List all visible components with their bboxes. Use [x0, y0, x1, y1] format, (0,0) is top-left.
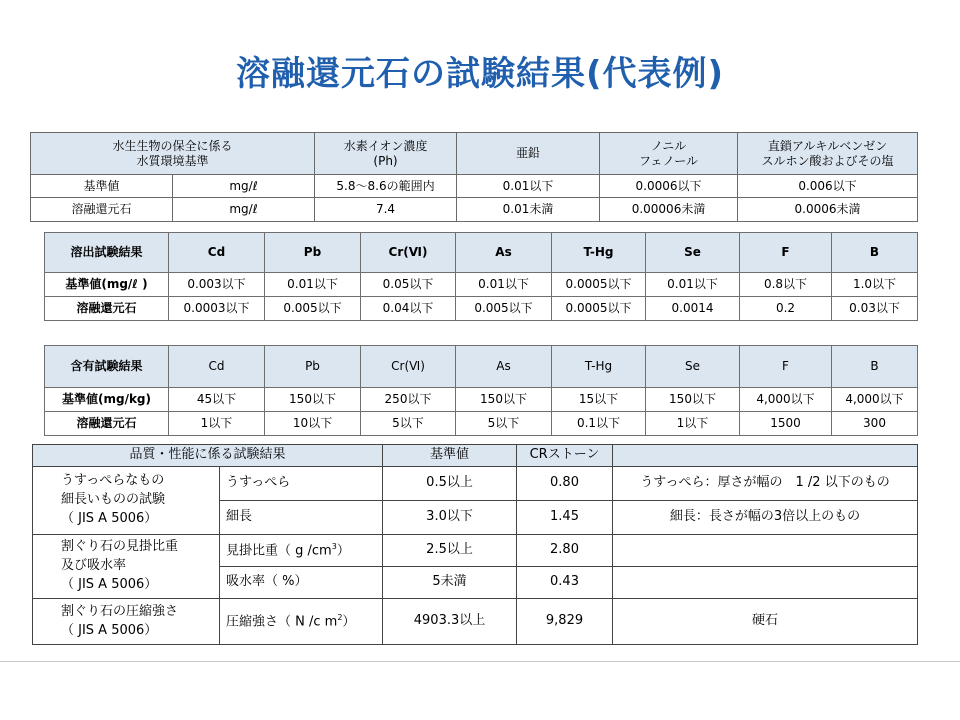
table-cell: 15以下 [552, 388, 646, 412]
row-label: 溶融還元石 [45, 412, 169, 436]
header-cell: B [832, 346, 918, 388]
table-cell: 0.8以下 [740, 273, 832, 297]
table-cell: 4,000以下 [740, 388, 832, 412]
table-cell: 0.1以下 [552, 412, 646, 436]
header-cell: F [740, 233, 832, 273]
table-cell: 150以下 [265, 388, 361, 412]
table-cell: 0.0003以下 [169, 297, 265, 321]
table-cell: 0.04以下 [361, 297, 456, 321]
table-cell: 1以下 [646, 412, 740, 436]
cr-value: 2.80 [517, 535, 613, 567]
note: 硬石 [613, 599, 918, 645]
header-cell: As [456, 346, 552, 388]
table-cell: 4,000以下 [832, 388, 918, 412]
table-row [45, 388, 918, 412]
header-cr-stone: CRストーン [517, 445, 613, 467]
aquatic-standard-table [30, 132, 918, 222]
header-cell: 含有試験結果 [45, 346, 169, 388]
header-cell: Pb [265, 346, 361, 388]
table-header-row [33, 445, 918, 467]
row-label: 溶融還元石 [45, 297, 169, 321]
table-cell: 1500 [740, 412, 832, 436]
header-cell: Se [646, 346, 740, 388]
header-cell: Se [646, 233, 740, 273]
table-cell: 45以下 [169, 388, 265, 412]
header-aquatic-standard: 水生生物の保全に係る 水質環境基準 [31, 133, 315, 175]
cell-zinc: 0.01以下 [457, 175, 600, 198]
table-cell: 0.005以下 [265, 297, 361, 321]
standard-value: 2.5以上 [383, 535, 517, 567]
table-row [33, 467, 918, 501]
standard-value: 0.5以上 [383, 467, 517, 501]
cell-zinc: 0.01未満 [457, 198, 600, 222]
header-nonylphenol: ノニル フェノール [600, 133, 738, 175]
page-title: 溶融還元石の試験結果(代表例) [235, 54, 725, 94]
row-unit: mg/ℓ [173, 175, 315, 198]
header-cell: Cd [169, 346, 265, 388]
table-header-row [45, 233, 918, 273]
header-cell: Cr(Ⅵ) [361, 233, 456, 273]
table-cell: 150以下 [456, 388, 552, 412]
cell-nonylphenol: 0.00006未満 [600, 198, 738, 222]
table-row [31, 198, 918, 222]
table-cell: 0.0005以下 [552, 297, 646, 321]
group-label-specific-gravity: 割ぐり石の見掛比重 及び吸水率 （ JIS A 5006） [33, 535, 220, 599]
header-cell: As [456, 233, 552, 273]
table-cell: 10以下 [265, 412, 361, 436]
row-unit: mg/ℓ [173, 198, 315, 222]
table-cell: 0.005以下 [456, 297, 552, 321]
cr-value: 0.43 [517, 567, 613, 599]
row-label: 基準値 [31, 175, 173, 198]
note [613, 567, 918, 599]
elution-test-table [44, 232, 918, 321]
item-label: 吸水率（ %） [220, 567, 383, 599]
table-cell: 0.003以下 [169, 273, 265, 297]
header-zinc: 亜鉛 [457, 133, 600, 175]
table-cell: 5以下 [456, 412, 552, 436]
header-las: 直鎖アルキルベンゼン スルホン酸およびその塩 [738, 133, 918, 175]
cr-value: 0.80 [517, 467, 613, 501]
table-row [45, 297, 918, 321]
header-cell: T-Hg [552, 233, 646, 273]
table-cell: 0.01以下 [646, 273, 740, 297]
table-cell: 5以下 [361, 412, 456, 436]
item-label: 細長 [220, 501, 383, 535]
header-ph: 水素イオン濃度 (Ph) [315, 133, 457, 175]
item-label: うすっぺら [220, 467, 383, 501]
item-label: 見掛比重（ g $/cm^3$） [220, 535, 383, 567]
cell-ph: 5.8～8.6の範囲内 [315, 175, 457, 198]
table-header-row [31, 133, 918, 175]
group-label-flat-elongated: うすっぺらなもの 細長いものの試験 （ JIS A 5006） [33, 467, 220, 535]
cell-las: 0.006以下 [738, 175, 918, 198]
standard-value: 5未満 [383, 567, 517, 599]
note: 細長：長さが幅の3倍以上のもの [613, 501, 918, 535]
group-label-compressive-strength: 割ぐり石の圧縮強さ （ JIS A 5006） [33, 599, 220, 645]
header-cell: F [740, 346, 832, 388]
table-cell: 0.01以下 [265, 273, 361, 297]
table-cell: 0.05以下 [361, 273, 456, 297]
row-label: 基準値(mg/ℓ ) [45, 273, 169, 297]
header-cell: B [832, 233, 918, 273]
table-row [33, 599, 918, 645]
header-cell: 溶出試験結果 [45, 233, 169, 273]
quality-test-table [32, 444, 918, 645]
table-row [31, 175, 918, 198]
header-cell: Cr(Ⅵ) [361, 346, 456, 388]
table-cell: 1.0以下 [832, 273, 918, 297]
header-standard: 基準値 [383, 445, 517, 467]
header-quality-item: 品質・性能に係る試験結果 [33, 445, 383, 467]
note: うすっぺら：厚さが幅の 1 /2 以下のもの [613, 467, 918, 501]
note [613, 535, 918, 567]
header-cell: T-Hg [552, 346, 646, 388]
cell-las: 0.0006未満 [738, 198, 918, 222]
table-cell: 0.0014 [646, 297, 740, 321]
header-note [613, 445, 918, 467]
table-cell: 0.03以下 [832, 297, 918, 321]
standard-value: 4903.3以上 [383, 599, 517, 645]
table-cell: 150以下 [646, 388, 740, 412]
cr-value: 1.45 [517, 501, 613, 535]
footer-divider [0, 661, 960, 662]
row-label: 溶融還元石 [31, 198, 173, 222]
header-cell: Pb [265, 233, 361, 273]
content-test-table [44, 345, 918, 436]
table-row [33, 535, 918, 567]
header-cell: Cd [169, 233, 265, 273]
cr-value: 9,829 [517, 599, 613, 645]
table-row [45, 412, 918, 436]
row-label: 基準値(mg/kg) [45, 388, 169, 412]
table-cell: 0.01以下 [456, 273, 552, 297]
table-row [45, 273, 918, 297]
table-cell: 1以下 [169, 412, 265, 436]
item-label: 圧縮強さ（ N /c $m^2$） [220, 599, 383, 645]
table-header-row [45, 346, 918, 388]
table-cell: 250以下 [361, 388, 456, 412]
table-cell: 300 [832, 412, 918, 436]
table-cell: 0.2 [740, 297, 832, 321]
standard-value: 3.0以下 [383, 501, 517, 535]
cell-nonylphenol: 0.0006以下 [600, 175, 738, 198]
table-cell: 0.0005以下 [552, 273, 646, 297]
cell-ph: 7.4 [315, 198, 457, 222]
